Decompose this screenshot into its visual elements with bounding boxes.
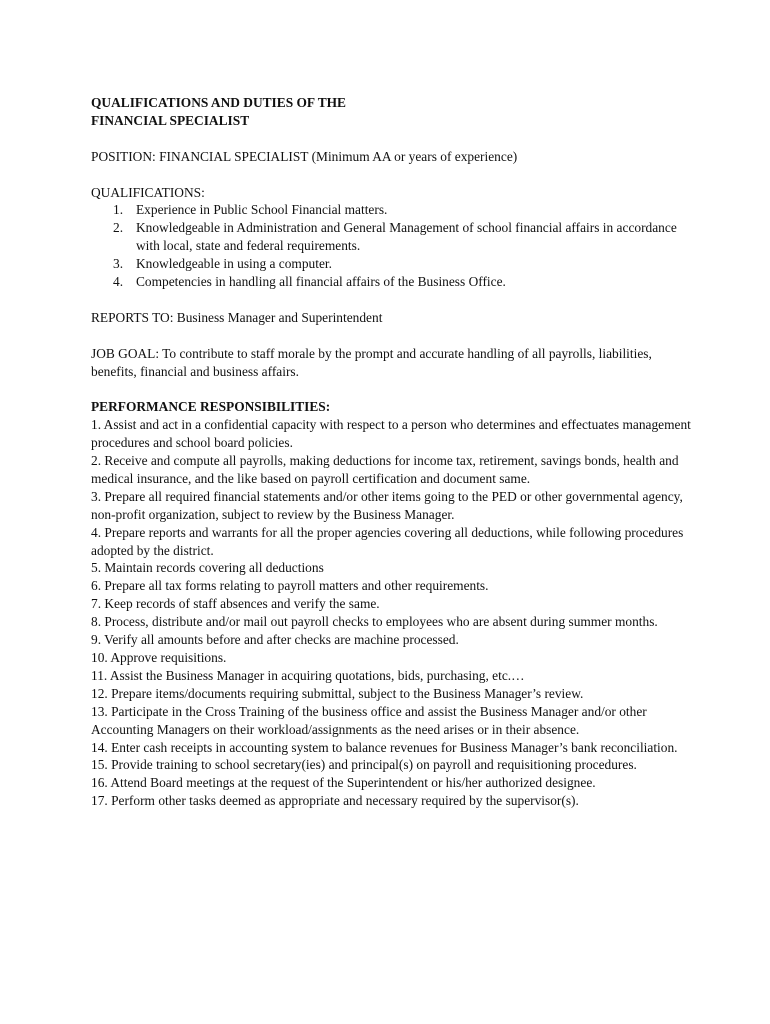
list-item-number: 1. xyxy=(113,202,124,218)
list-item: 5. Maintain records covering all deductions xyxy=(91,560,324,576)
list-item xyxy=(91,219,691,255)
list-item: 6. Prepare all tax forms relating to payroll matters and other requirements. xyxy=(91,578,489,594)
title-line-1: QUALIFICATIONS AND DUTIES OF THE xyxy=(91,95,346,110)
list-item: 13. Participate in the Cross Training of the business office and assist the Business Manager and/or other Accounting Managers on their workload/assignments as the need arises or in their absence. xyxy=(91,703,647,737)
list-item-number: 2. xyxy=(113,220,124,236)
list-item: 4. Prepare reports and warrants for all the proper agencies covering all deductions, while following procedures adopted by the district. xyxy=(91,524,684,558)
list-item: 16. Attend Board meetings at the request of the Superintendent or his/her authorized designee. xyxy=(91,775,596,791)
list-item-number: 3. xyxy=(113,256,124,272)
list-item-text: Knowledgeable in Administration and General Management of school financial affairs in accordance with local, state and federal requirements. xyxy=(136,220,677,254)
document-title xyxy=(91,94,691,130)
list-item: 15. Provide training to school secretary(ies) and principal(s) on payroll and requisitioning procedures. xyxy=(91,757,637,773)
list-item xyxy=(91,201,691,219)
list-item: 10. Approve requisitions. xyxy=(91,650,227,666)
list-item: 12. Prepare items/documents requiring submittal, subject to the Business Manager’s review. xyxy=(91,685,584,701)
job-goal-paragraph: JOB GOAL: To contribute to staff morale by the prompt and accurate handling of all payrolls, liabilities, benefits, financial and business affairs. xyxy=(91,345,652,379)
list-item: 8. Process, distribute and/or mail out payroll checks to employees who are absent during summer months. xyxy=(91,614,658,630)
qualifications-list xyxy=(91,201,691,291)
list-item-text: Experience in Public School Financial matters. xyxy=(136,202,388,218)
position-line: POSITION: FINANCIAL SPECIALIST (Minimum AA or years of experience) xyxy=(91,148,518,164)
list-item: 14. Enter cash receipts in accounting system to balance revenues for Business Manager’s bank reconciliation. xyxy=(91,739,678,755)
responsibilities-heading: PERFORMANCE RESPONSIBILITIES: xyxy=(91,399,331,415)
list-item: 11. Assist the Business Manager in acquiring quotations, bids, purchasing, etc.… xyxy=(91,667,525,683)
list-item-text: Competencies in handling all financial affairs of the Business Office. xyxy=(136,274,506,290)
list-item xyxy=(91,255,691,273)
reports-to-line: REPORTS TO: Business Manager and Superintendent xyxy=(91,309,383,325)
list-item-number: 4. xyxy=(113,274,124,290)
responsibilities-list xyxy=(91,416,691,810)
list-item: 3. Prepare all required financial statements and/or other items going to the PED or other governmental agency, non-profit organization, subject to review by the Business Manager. xyxy=(91,488,683,522)
document-page xyxy=(91,94,691,810)
list-item: 1. Assist and act in a confidential capacity with respect to a person who determines and effectuates management procedures and school board policies. xyxy=(91,417,691,451)
qualifications-heading: QUALIFICATIONS: xyxy=(91,184,205,200)
list-item: 2. Receive and compute all payrolls, making deductions for income tax, retirement, savings bonds, health and medical insurance, and the like based on payroll certification and document same. xyxy=(91,453,679,486)
title-line-2: FINANCIAL SPECIALIST xyxy=(91,112,250,128)
list-item xyxy=(91,273,691,291)
list-item: 9. Verify all amounts before and after checks are machine processed. xyxy=(91,632,459,648)
list-item: 17. Perform other tasks deemed as appropriate and necessary required by the supervisor(s). xyxy=(91,793,579,809)
list-item: 7. Keep records of staff absences and verify the same. xyxy=(91,596,380,612)
list-item-text: Knowledgeable in using a computer. xyxy=(136,256,332,272)
